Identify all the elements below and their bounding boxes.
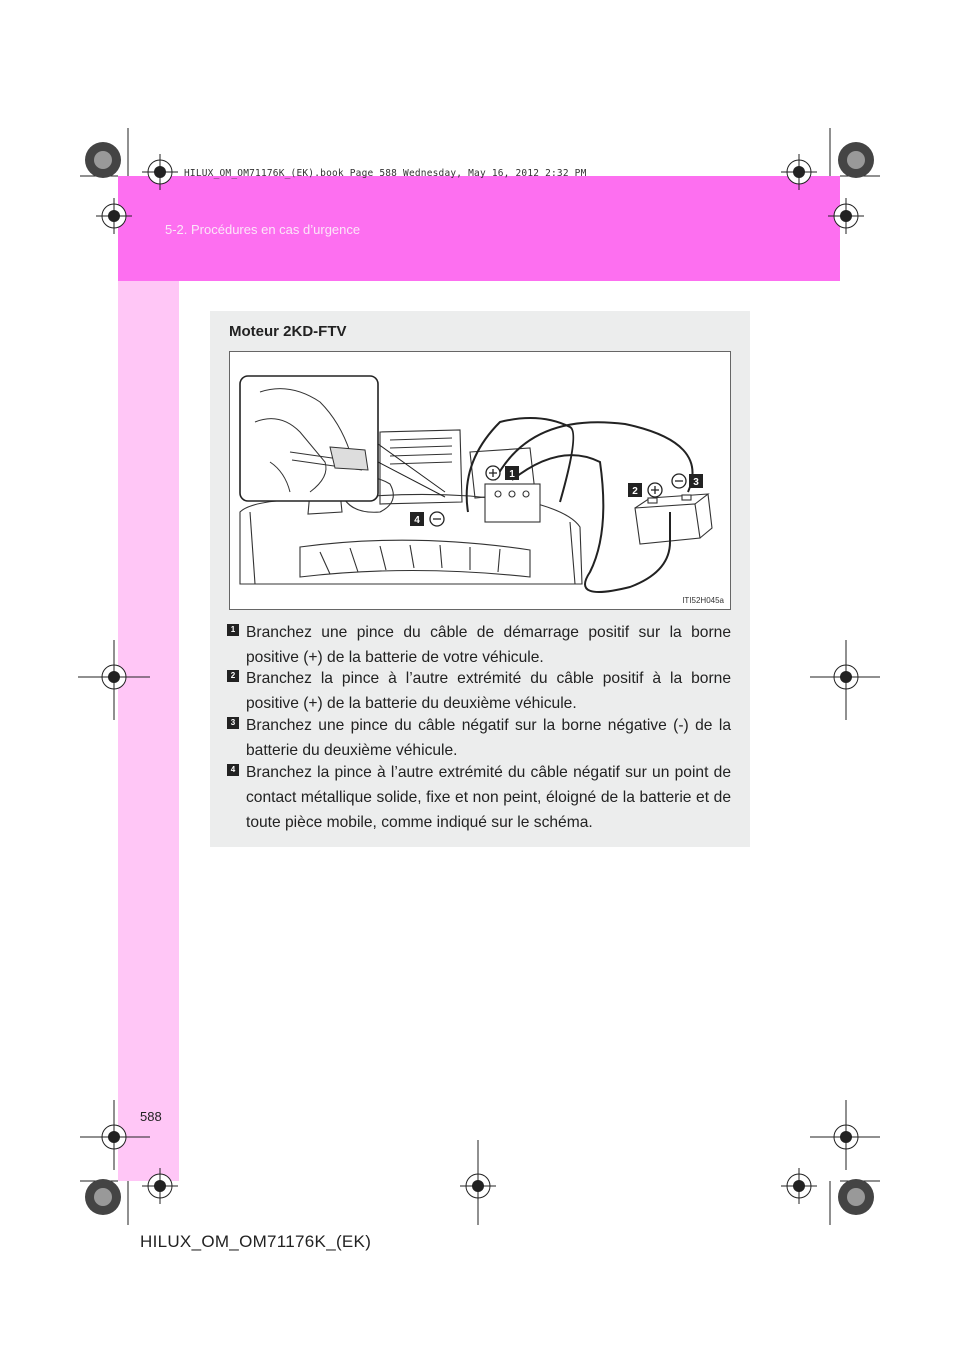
doc-code: HILUX_OM_OM71176K_(EK): [140, 1232, 372, 1251]
step-text: Branchez la pince à l’autre extrémité du câble négatif sur un point de contact métallique solide, fixe et non peint, éloigné de la batterie et de toute pièce mobile, comme indiqué sur le schéma.: [246, 764, 731, 831]
box-title: Moteur 2KD-FTV: [229, 323, 347, 340]
step-number: 2: [227, 670, 239, 682]
svg-text:2: 2: [632, 486, 638, 497]
page-number: 588: [140, 1109, 162, 1124]
svg-text:1: 1: [509, 469, 515, 480]
print-info: HILUX_OM_OM71176K_(EK).book Page 588 Wednesday, May 16, 2012 2:32 PM: [184, 168, 587, 179]
registration-mark-icon: [96, 154, 864, 1204]
svg-text:3: 3: [693, 477, 699, 488]
step-text: Branchez une pince du câble de démarrage positif sur la borne positive (+) de la batterie de votre véhicule.: [246, 624, 731, 666]
step-number: 3: [227, 717, 239, 729]
figure-code: ITI52H045a: [682, 596, 724, 605]
step-number: 4: [227, 764, 239, 776]
step-text: Branchez la pince à l’autre extrémité du câble positif à la borne positive (+) de la batterie du deuxième véhicule.: [246, 670, 731, 712]
step-text: Branchez une pince du câble négatif sur la borne négative (-) de la batterie du deuxième véhicule.: [246, 717, 731, 759]
svg-text:4: 4: [414, 515, 420, 526]
section-title: 5-2. Procédures en cas d’urgence: [165, 222, 361, 237]
starburst-mark-icon: [85, 142, 874, 1215]
step-number: 1: [227, 624, 239, 636]
